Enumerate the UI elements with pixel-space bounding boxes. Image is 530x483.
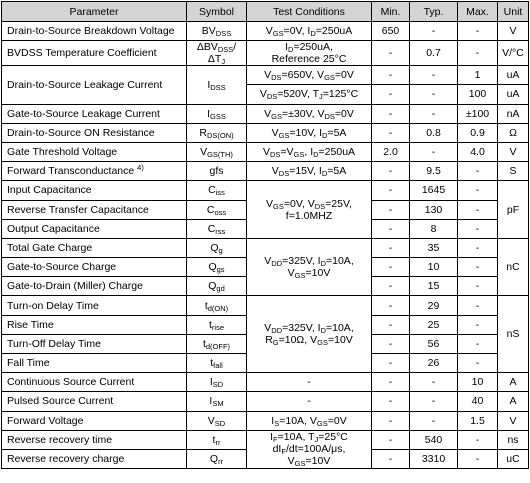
symbol-cell: $Q_{rr}$	[187, 449, 247, 468]
typ-cell: 1645	[410, 181, 458, 200]
min-cell: -	[372, 181, 410, 200]
electrical-characteristics-table	[1, 1, 529, 469]
min-cell: -	[372, 354, 410, 373]
max-cell: -	[458, 449, 498, 468]
typ-cell: -	[410, 66, 458, 85]
header-unit: Unit	[498, 2, 529, 22]
header-row	[2, 2, 529, 22]
test-condition-cell: $V_{GS}=10V$, $I_D=5A$	[247, 123, 372, 142]
symbol-cell: $V_{SD}$	[187, 411, 247, 430]
header-max: Max.	[458, 2, 498, 22]
unit-cell: S	[498, 162, 529, 181]
typ-cell: -	[410, 22, 458, 41]
param-cell: BVDSS Temperature Coefficient	[2, 41, 187, 66]
typ-cell: 8	[410, 219, 458, 238]
min-cell: -	[372, 449, 410, 468]
symbol-cell: $t_{rise}$	[187, 315, 247, 334]
typ-cell: 29	[410, 296, 458, 315]
typ-cell: -	[410, 85, 458, 104]
test-condition-cell: $V_{DS}=15V$, $I_D=5A$	[247, 162, 372, 181]
param-cell: Reverse Transfer Capacitance	[2, 200, 187, 219]
max-cell: -	[458, 430, 498, 449]
unit-cell: V	[498, 22, 529, 41]
header-min: Min.	[372, 2, 410, 22]
symbol-cell: $t_{d(OFF)}$	[187, 334, 247, 353]
table-row	[2, 41, 529, 66]
param-cell: Gate-to-Drain (Miller) Charge	[2, 277, 187, 296]
unit-cell: V	[498, 411, 529, 430]
min-cell: -	[372, 258, 410, 277]
table-row	[2, 392, 529, 411]
min-cell: -	[372, 104, 410, 123]
test-condition-cell: $I_F=10A$, $T_J=25^\circ C$ $dI_F/dt=100A/\mu s$, $V_{GS}=10V$	[247, 430, 372, 468]
max-cell: -	[458, 277, 498, 296]
min-cell: -	[372, 66, 410, 85]
max-cell: -	[458, 354, 498, 373]
max-cell: 4.0	[458, 142, 498, 161]
header-symbol: Symbol	[187, 2, 247, 22]
symbol-cell: $C_{oss}$	[187, 200, 247, 219]
param-cell: Turn-Off Delay Time	[2, 334, 187, 353]
max-cell: -	[458, 162, 498, 181]
unit-cell: V	[498, 142, 529, 161]
symbol-cell: $\Delta BV_{DSS}/$ $\Delta T_J$	[187, 41, 247, 66]
max-cell: -	[458, 22, 498, 41]
min-cell: -	[372, 238, 410, 257]
typ-cell: -	[410, 392, 458, 411]
symbol-cell: $Q_{gd}$	[187, 277, 247, 296]
param-cell: Fall Time	[2, 354, 187, 373]
unit-cell: Ω	[498, 123, 529, 142]
min-cell: -	[372, 123, 410, 142]
typ-cell: 540	[410, 430, 458, 449]
unit-cell: A	[498, 373, 529, 392]
unit-cell: V/°C	[498, 41, 529, 66]
unit-cell: ns	[498, 430, 529, 449]
test-condition-cell: $V_{DS}=650V$, $V_{GS}=0V$	[247, 66, 372, 85]
table-row	[2, 373, 529, 392]
test-condition-cell: -	[247, 392, 372, 411]
unit-cell: A	[498, 392, 529, 411]
table-row	[2, 296, 529, 315]
typ-cell: -	[410, 142, 458, 161]
test-condition-cell: $V_{GS}=\pm 30V$, $V_{DS}=0V$	[247, 104, 372, 123]
unit-cell: nC	[498, 238, 529, 296]
min-cell: -	[372, 392, 410, 411]
min-cell: -	[372, 334, 410, 353]
table-row	[2, 22, 529, 41]
header-test-conditions: Test Conditions	[247, 2, 372, 22]
max-cell: 40	[458, 392, 498, 411]
typ-cell: -	[410, 373, 458, 392]
table-row	[2, 142, 529, 161]
typ-cell: 25	[410, 315, 458, 334]
typ-cell: -	[410, 104, 458, 123]
param-cell: Turn-on Delay Time	[2, 296, 187, 315]
table-row	[2, 181, 529, 200]
param-cell: Drain-to-Source ON Resistance	[2, 123, 187, 142]
unit-cell: pF	[498, 181, 529, 239]
typ-cell: 3310	[410, 449, 458, 468]
param-cell: Drain-to-Source Leakage Current	[2, 66, 187, 104]
test-condition-cell: $V_{GS}=0V$, $V_{DS}=25V$, f=1.0MHZ	[247, 181, 372, 239]
param-cell: Drain-to-Source Breakdown Voltage	[2, 22, 187, 41]
test-condition-cell: $V_{DD}=325V$, $I_D=10A$, $V_{GS}=10V$	[247, 238, 372, 296]
param-cell: Output Capacitance	[2, 219, 187, 238]
test-condition-cell: $V_{DS}=V_{GS}$, $I_D=250uA$	[247, 142, 372, 161]
typ-cell: 9.5	[410, 162, 458, 181]
min-cell: -	[372, 277, 410, 296]
param-cell: Continuous Source Current	[2, 373, 187, 392]
max-cell: -	[458, 296, 498, 315]
typ-cell: -	[410, 411, 458, 430]
param-cell: Gate-to-Source Leakage Current	[2, 104, 187, 123]
param-cell: Reverse recovery time	[2, 430, 187, 449]
typ-cell: 35	[410, 238, 458, 257]
unit-cell: nS	[498, 296, 529, 373]
max-cell: -	[458, 238, 498, 257]
min-cell: 2.0	[372, 142, 410, 161]
min-cell: -	[372, 373, 410, 392]
symbol-cell: $t_{d(ON)}$	[187, 296, 247, 315]
max-cell: -	[458, 181, 498, 200]
typ-cell: 26	[410, 354, 458, 373]
table-row	[2, 123, 529, 142]
max-cell: 0.9	[458, 123, 498, 142]
max-cell: -	[458, 334, 498, 353]
max-cell: 1.5	[458, 411, 498, 430]
min-cell: -	[372, 41, 410, 66]
typ-cell: 10	[410, 258, 458, 277]
min-cell: 650	[372, 22, 410, 41]
symbol-cell: $C_{iss}$	[187, 181, 247, 200]
param-cell: Pulsed Source Current	[2, 392, 187, 411]
max-cell: -	[458, 219, 498, 238]
min-cell: -	[372, 411, 410, 430]
param-cell: Forward Voltage	[2, 411, 187, 430]
symbol-cell: $Q_{gs}$	[187, 258, 247, 277]
symbol-cell: $t_{fall}$	[187, 354, 247, 373]
symbol-cell: $R_{DS(ON)}$	[187, 123, 247, 142]
symbol-cell: $BV_{DSS}$	[187, 22, 247, 41]
max-cell: -	[458, 315, 498, 334]
test-condition-cell: $I_D=250uA$, Reference 25°C	[247, 41, 372, 66]
unit-cell: uA	[498, 85, 529, 104]
min-cell: -	[372, 219, 410, 238]
symbol-cell: $I_{SD}$	[187, 373, 247, 392]
header-typ: Typ.	[410, 2, 458, 22]
table-row	[2, 162, 529, 181]
unit-cell: uC	[498, 449, 529, 468]
symbol-cell: $I_{GSS}$	[187, 104, 247, 123]
typ-cell: 56	[410, 334, 458, 353]
max-cell: -	[458, 200, 498, 219]
min-cell: -	[372, 296, 410, 315]
max-cell: -	[458, 258, 498, 277]
max-cell: -	[458, 41, 498, 66]
param-cell: Reverse recovery charge	[2, 449, 187, 468]
param-cell: Gate Threshold Voltage	[2, 142, 187, 161]
unit-cell: nA	[498, 104, 529, 123]
test-condition-cell: $I_S=10A$, $V_{GS}=0V$	[247, 411, 372, 430]
param-cell: Input Capacitance	[2, 181, 187, 200]
symbol-cell: $I_{DSS}$	[187, 66, 247, 104]
typ-cell: 15	[410, 277, 458, 296]
test-condition-cell: $V_{GS}=0V$, $I_D=250uA$	[247, 22, 372, 41]
typ-cell: 0.7	[410, 41, 458, 66]
symbol-cell: $C_{rss}$	[187, 219, 247, 238]
max-cell: ±100	[458, 104, 498, 123]
symbol-cell: gfs	[187, 162, 247, 181]
symbol-cell: $I_{SM}$	[187, 392, 247, 411]
table-row	[2, 104, 529, 123]
param-cell: Gate-to-Source Charge	[2, 258, 187, 277]
test-condition-cell: -	[247, 373, 372, 392]
min-cell: -	[372, 315, 410, 334]
symbol-cell: $V_{GS(TH)}$	[187, 142, 247, 161]
min-cell: -	[372, 430, 410, 449]
typ-cell: 0.8	[410, 123, 458, 142]
max-cell: 10	[458, 373, 498, 392]
table-row	[2, 66, 529, 85]
test-condition-cell: $V_{DD}=325V$, $I_D=10A$, $R_G=10\Omega$, $V_{GS}=10V$	[247, 296, 372, 373]
symbol-cell: $t_{rr}$	[187, 430, 247, 449]
max-cell: 100	[458, 85, 498, 104]
table-row	[2, 411, 529, 430]
table-row	[2, 430, 529, 449]
min-cell: -	[372, 162, 410, 181]
header-parameter: Parameter	[2, 2, 187, 22]
param-cell: Rise Time	[2, 315, 187, 334]
symbol-cell: $Q_g$	[187, 238, 247, 257]
param-cell: Total Gate Charge	[2, 238, 187, 257]
max-cell: 1	[458, 66, 498, 85]
typ-cell: 130	[410, 200, 458, 219]
min-cell: -	[372, 200, 410, 219]
min-cell: -	[372, 85, 410, 104]
test-condition-cell: $V_{DS}=520V$, $T_J=125^\circ C$	[247, 85, 372, 104]
table-row	[2, 238, 529, 257]
param-cell: Forward Transconductance $^{4)}$	[2, 162, 187, 181]
unit-cell: uA	[498, 66, 529, 85]
